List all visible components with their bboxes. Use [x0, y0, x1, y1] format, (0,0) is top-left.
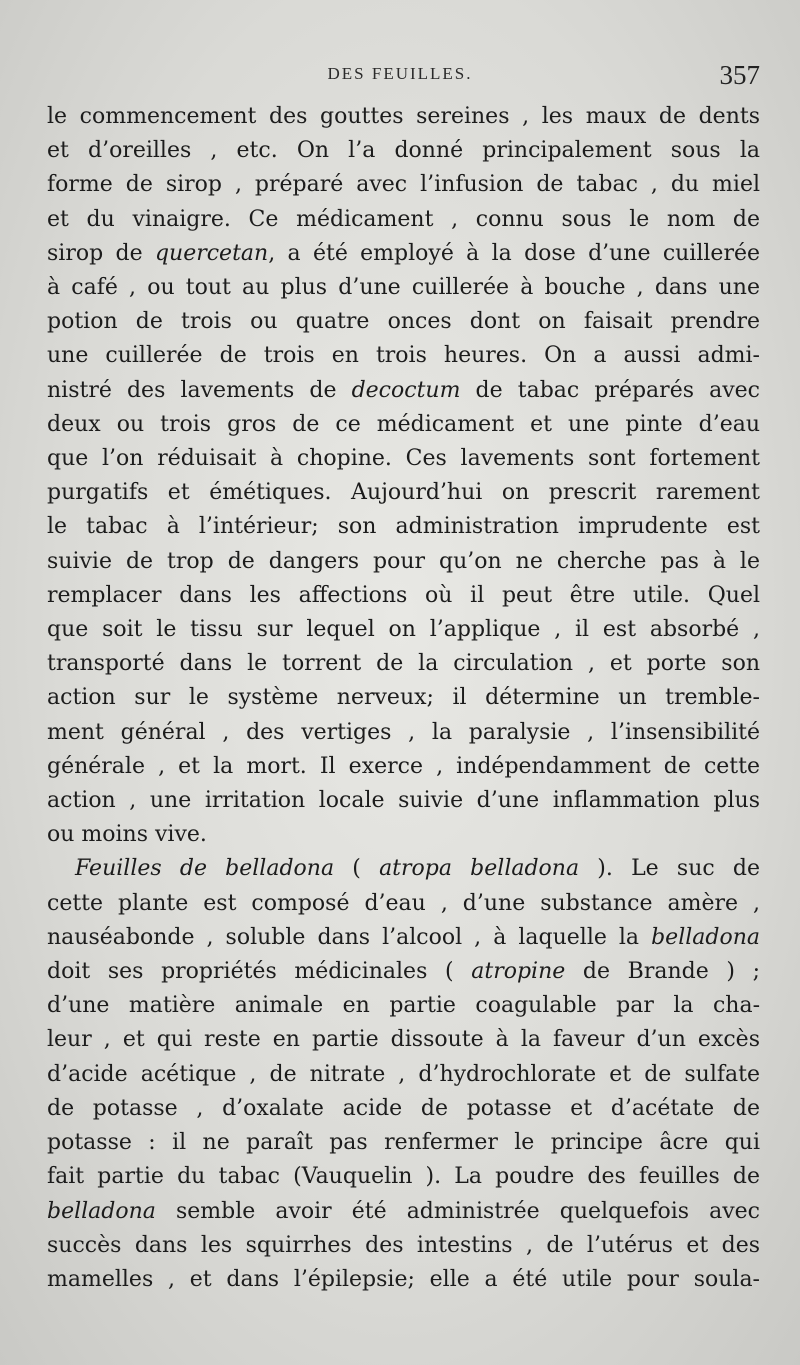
text-line: générale , et la mort. Il exerce , indépendamment de cette [47, 753, 760, 779]
text-line [47, 955, 760, 989]
italic-term: atropine [471, 959, 566, 985]
text-line: une cuillerée de trois en trois heures. On a aussi admi- [47, 343, 760, 369]
text-run: doit ses propriétés médicinales ( [47, 959, 472, 985]
text-line: deux ou trois gros de ce médicament et une pinte d’eau [47, 411, 760, 437]
text-run: , a été employé à la dose d’une cuillerée [268, 240, 760, 266]
text-line: de potasse , d’oxalate acide de potasse et d’acétate de [47, 1095, 760, 1121]
text-line: d’une matière animale en partie coagulable par la cha- [47, 993, 760, 1019]
italic-term: atropa belladona [379, 856, 580, 882]
text-line: potion de trois ou quatre onces dont on faisait prendre [47, 309, 760, 335]
text-line: leur , et qui reste en partie dissoute à la faveur d’un excès [47, 1027, 760, 1053]
italic-heading: Feuilles de belladona [75, 856, 335, 882]
body-text [47, 100, 760, 1297]
text-line: action , une irritation locale suivie d’une inflammation plus [47, 788, 760, 814]
text-line: mamelles , et dans l’épilepsie; elle a été utile pour soula- [47, 1266, 760, 1292]
text-line [47, 921, 760, 955]
text-line: le commencement des gouttes sereines , les maux de dents [47, 104, 760, 129]
text-line: purgatifs et émétiques. Aujourd’hui on prescrit rarement [47, 480, 760, 506]
text-line: transporté dans le torrent de la circulation , et porte son [47, 651, 760, 677]
text-line: que soit le tissu sur lequel on l’applique , il est absorbé , [47, 617, 760, 643]
text-line: forme de sirop , préparé avec l’infusion de tabac , du miel [47, 172, 760, 198]
text-line: suivie de trop de dangers pour qu’on ne cherche pas à le [47, 548, 760, 574]
text-line [47, 237, 760, 271]
text-run: de tabac préparés avec [460, 377, 760, 403]
italic-term: decoctum [351, 377, 461, 403]
text-line: et d’oreilles , etc. On l’a donné principalement sous la [47, 138, 760, 164]
text-line: le tabac à l’intérieur; son administration imprudente est [47, 514, 760, 540]
text-line [47, 374, 760, 408]
italic-term: belladona [47, 1198, 156, 1224]
text-line: cette plante est composé d’eau , d’une substance amère , [47, 890, 760, 916]
text-run: nauséabonde , soluble dans l’alcool , à laquelle la [47, 924, 652, 950]
text-line: fait partie du tabac (Vauquelin ). La poudre des feuilles de [47, 1164, 760, 1190]
italic-term: quercetan [154, 240, 269, 266]
text-run: de Brande ) ; [565, 959, 760, 985]
text-line: ou moins vive. [47, 822, 207, 848]
text-line: action sur le système nerveux; il détermine un tremble- [47, 685, 760, 711]
text-line: à café , ou tout au plus d’une cuillerée à bouche , dans une [47, 275, 760, 301]
text-line: et du vinaigre. Ce médicament , connu sous le nom de [47, 206, 760, 232]
page-number: 357 [719, 60, 760, 90]
text-line: succès dans les squirrhes des intestins , de l’utérus et des [47, 1232, 760, 1258]
text-line: que l’on réduisait à chopine. Ces lavements sont fortement [47, 446, 760, 472]
text-run: semble avoir été administrée quelquefois avec [155, 1198, 760, 1224]
text-run: sirop de [47, 240, 155, 266]
text-line: potasse : il ne paraît pas renfermer le principe âcre qui [47, 1130, 760, 1156]
running-head: DES FEUILLES. [327, 64, 473, 83]
text-run: ( [334, 856, 380, 882]
text-run: nistré des lavements de [47, 377, 352, 403]
text-line: ment général , des vertiges , la paralysie , l’insensibilité [47, 719, 760, 745]
text-run: ). Le suc de [579, 856, 760, 882]
text-line [47, 1195, 760, 1229]
text-line [47, 852, 760, 886]
page-header [0, 60, 800, 92]
italic-term: belladona [651, 924, 760, 950]
text-line: remplacer dans les affections où il peut être utile. Quel [47, 582, 760, 608]
text-line: d’acide acétique , de nitrate , d’hydrochlorate et de sulfate [47, 1061, 760, 1087]
